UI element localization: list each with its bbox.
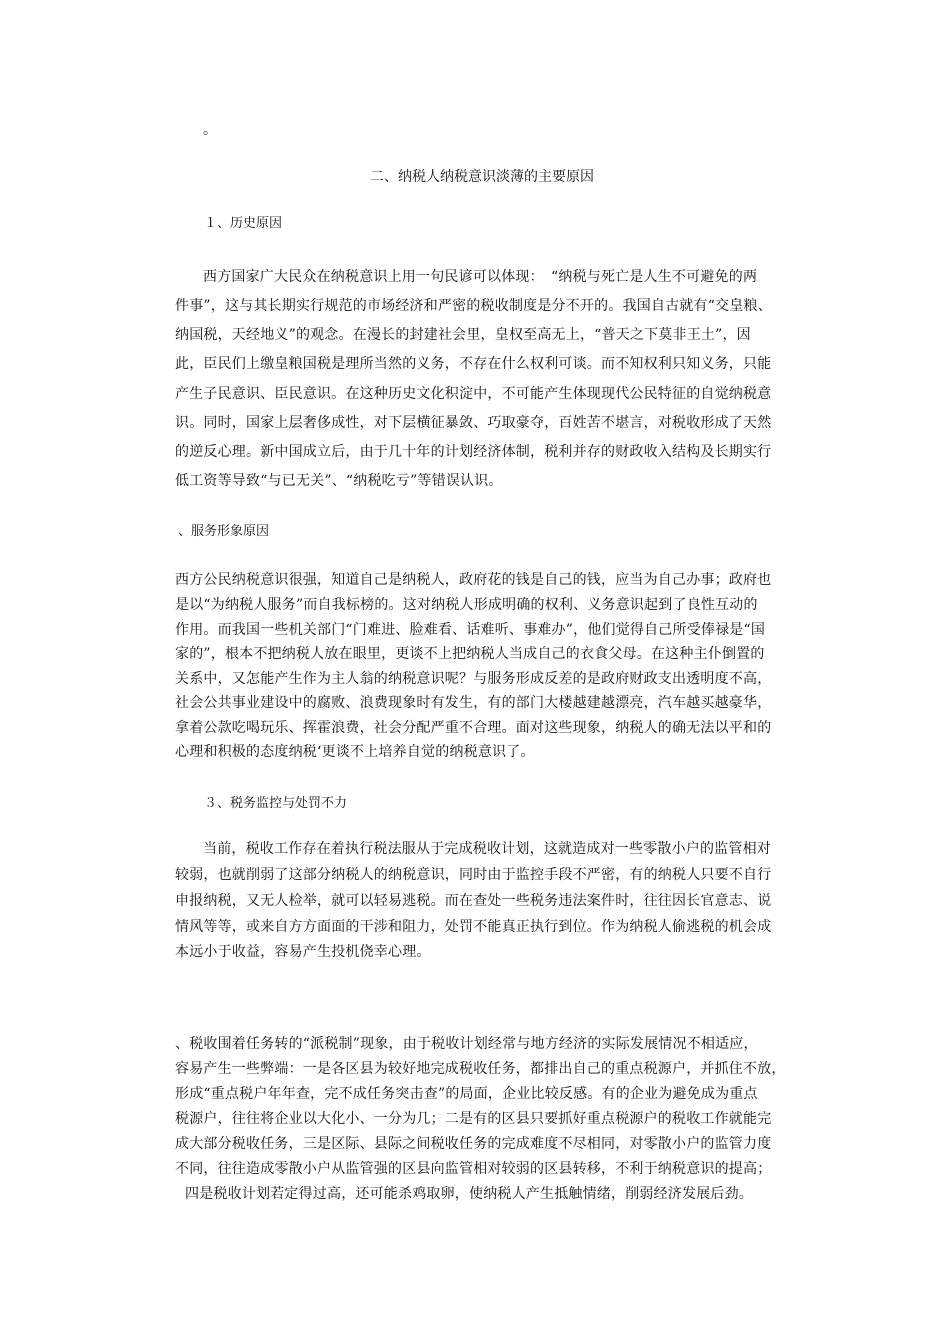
- paragraph-line: 低工资等导致“与已无关”、“纳税吃亏”等错误认识。: [175, 473, 503, 489]
- paragraph-line: 四是税收计划若定得过高，还可能杀鸡取卵，使纳税人产生抵触情绪，削弱经济发展后劲。: [185, 1186, 753, 1202]
- paragraph-line: 申报纳税，又无人检举，就可以轻易逃税。而在查处一些税务违法案件时，往往因长官意志、说: [175, 893, 772, 909]
- paragraph-line: 较弱，也就削弱了这部分纳税人的纳税意识，同时由于监控手段不严密，有的纳税人只要不自行: [175, 867, 772, 883]
- paragraph-line: 是以“为纳税人服务”而自我标榜的。这对纳税人形成明确的权利、义务意识起到了良性互动的: [175, 597, 758, 613]
- stray-mark: 。: [203, 122, 217, 138]
- paragraph-line: 件事”，这与其长期实行规范的市场经济和严密的税收制度是分不开的。我国自古就有“交皇粮、: [175, 298, 772, 314]
- paragraph-line: 形成“重点税户年年查，完不成任务突击查”的局面，企业比较反感。有的企业为避免成为重点: [175, 1086, 758, 1102]
- paragraph-line: 此，臣民们上缴皇粮国税是理所当然的义务，不存在什么权利可谈。而不知权利只知义务，只能: [175, 356, 772, 372]
- paragraph-line: 作用。而我国一些机关部门“门难进、脸难看、话难听、事难办”，他们觉得自己所受俸禄是“国: [175, 622, 766, 638]
- paragraph-line: 识。同时，国家上层奢侈成性，对下层横征暴敛、巧取豪夺，百姓苦不堪言，对税收形成了天然: [175, 415, 772, 431]
- paragraph-line: 情风等等，或来自方方面面的干涉和阻力，处罚不能真正执行到位。作为纳税人偷逃税的机会成: [175, 919, 772, 935]
- subsection-heading-3: ３、税务监控与处罚不力: [204, 796, 348, 811]
- paragraph-line: 的逆反心理。新中国成立后，由于几十年的计划经济体制，税利并存的财政收入结构及长期实行: [175, 444, 772, 460]
- paragraph-line: 关系中，又怎能产生作为主人翁的纳税意识呢？与服务形成反差的是政府财政支出透明度不高，: [175, 671, 772, 687]
- paragraph-line: 社会公共事业建设中的腐败、浪费现象时有发生，有的部门大楼越建越漂亮，汽车越买越豪华，: [175, 695, 772, 711]
- paragraph-line: 西方公民纳税意识很强，知道自己是纳税人，政府花的钱是自己的钱，应当为自己办事；政府也: [175, 572, 772, 588]
- paragraph-line: 当前，税收工作存在着执行税法服从于完成税收计划，这就造成对一些零散小户的监管相对: [203, 841, 771, 857]
- paragraph-line: 容易产生一些弊端：一是各区县为较好地完成税收任务，都排出自己的重点税源户，并抓住不放，: [175, 1061, 786, 1077]
- paragraph-line: 家的”，根本不把纳税人放在眼里，更谈不上把纳税人当成自己的衣食父母。在这种主仆倒置的: [175, 646, 765, 662]
- paragraph-line: 纳国税，天经地义”的观念。在漫长的封建社会里，皇权至高无上，“普天之下莫非王土”，因: [175, 327, 751, 343]
- paragraph-line: 产生子民意识、臣民意识。在这种历史文化积淀中，不可能产生体现现代公民特征的自觉纳税意: [175, 386, 772, 402]
- paragraph-line: 、税收围着任务转的“派税制”现象，由于税收计划经常与地方经济的实际发展情况不相适应，: [175, 1036, 758, 1052]
- subsection-heading-1: １、历史原因: [204, 216, 283, 231]
- paragraph-line: 本远小于收益，容易产生投机侥幸心理。: [175, 944, 431, 960]
- paragraph-line: 成大部分税收任务，三是区际、县际之间税收任务的完成难度不尽相同，对零散小户的监管力度: [175, 1136, 772, 1152]
- section-title: 二、纳税人纳税意识淡薄的主要原因: [370, 169, 594, 185]
- paragraph-line: 税源户，往往将企业以大化小、一分为几；二是有的区县只要抓好重点税源户的税收工作就能完: [175, 1111, 772, 1127]
- paragraph-line: 拿着公款吃喝玩乐、挥霍浪费，社会分配严重不合理。面对这些现象，纳税人的确无法以平和的: [175, 720, 772, 736]
- paragraph-line: 心理和积极的态度纳税‘更谈不上培养自觉的纳税意识了。: [175, 744, 535, 760]
- paragraph-line: 不同，往往造成零散小户从监管强的区县向监管相对较弱的区县转移，不利于纳税意识的提高；: [175, 1161, 772, 1177]
- paragraph-line: 西方国家广大民众在纳税意识上用一句民谚可以体现： “纳税与死亡是人生不可避免的两: [203, 269, 758, 285]
- subsection-heading-2: 、服务形象原因: [178, 524, 270, 539]
